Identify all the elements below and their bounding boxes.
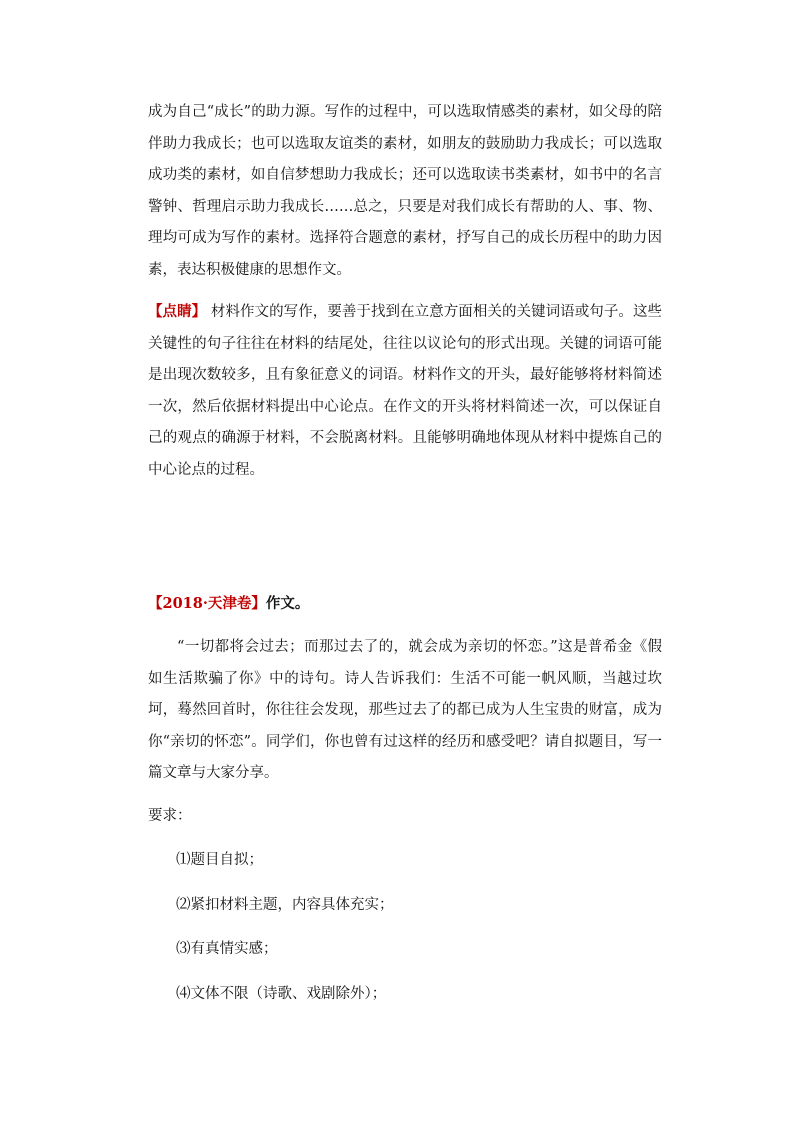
question-heading — [148, 588, 662, 621]
question-body-text: “一切都将会过去；而那过去了的，就会成为亲切的怀恋。”这是普希金《假如生活欺骗了你》中的诗句。诗人告诉我们：生活不可能一帆风顺，当越过坎坷，蓦然回首时，你往往会发现，那些过去了的都已成为人生宝贵的财富，成为你“亲切的怀恋”。同学们，你也曾有过这样的经历和感受吧？请自拟题目，写一篇文章与大家分享。 — [148, 639, 662, 781]
requirement-item: ⑴题目自拟； — [176, 852, 263, 868]
question-body — [148, 632, 662, 790]
question-tag: 【2018·天津卷】 — [148, 595, 266, 612]
comment-text: 材料作文的写作，要善于找到在立意方面相关的关键词语或句子。这些关键性的句子往往在材料的结尾处，往往以议论句的形式出现。关键的词语可能是出现次数较多，且有象征意义的词语。材料作文的开头，最好能够将材料简述一次，然后依据材料提出中心论点。在作文的开头将材料简述一次，可以保证自己的观点的确源于材料，不会脱离材料。且能够明确地体现从材料中提炼自己的中心论点的过程。 — [148, 304, 663, 478]
requirement-item: ⑷文体不限（诗歌、戏剧除外）； — [176, 986, 387, 1002]
requirement-item: ⑶有真情实感； — [176, 941, 278, 957]
requirements-label: 要求： — [148, 808, 192, 824]
analysis-paragraph — [148, 97, 662, 286]
comment-paragraph — [148, 296, 662, 486]
comment-tag: 【点睛】 — [148, 303, 207, 320]
requirement-item: ⑵紧扣材料主题，内容具体充实； — [176, 897, 394, 913]
question-title: 作文。 — [265, 595, 310, 612]
analysis-text: 成为自己“成长”的助力源。写作的过程中，可以选取情感类的素材，如父母的陪伴助力我成长；也可以选取友谊类的素材，如朋友的鼓励助力我成长；可以选取成功类的素材，如自信梦想助力我成长；还可以选取读书类素材，如书中的名言警钟、哲理启示助力我成长……总之，只要是对我们成长有帮助的人、事、物、理均可成为写作的素材。选择符合题意的素材，抒写自己的成长历程中的助力因素，表达积极健康的思想作文。 — [148, 104, 662, 278]
